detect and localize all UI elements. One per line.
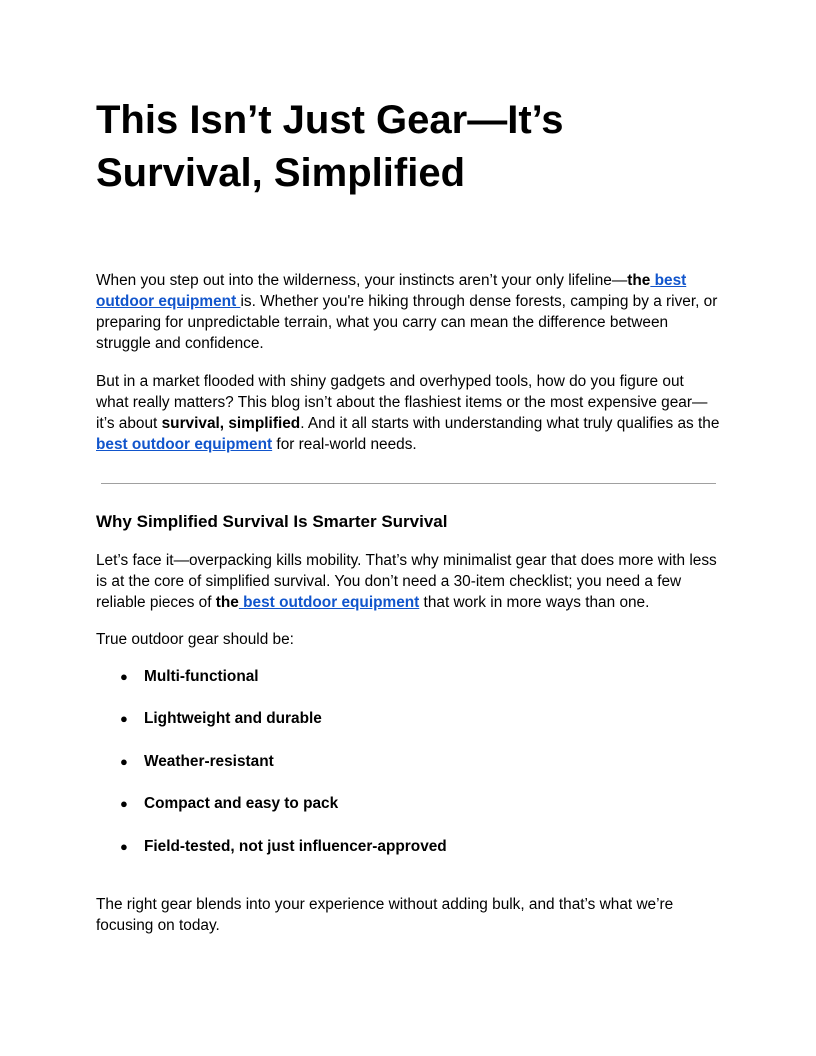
section-text-1: Let’s face it—overpacking kills mobility. That’s why minimalist gear that does more with less is at the core of simplified survival. You don’t need a 30-item checklist; you need a few reliable pieces of [96, 552, 717, 611]
intro2-bold: survival, simplified [161, 415, 301, 432]
intro2-text-3: for real-world needs. [272, 436, 417, 453]
section-paragraph-3: The right gear blends into your experience without adding bulk, and that’s what we’re focusing on today. [96, 896, 674, 934]
intro2-text-2: . And it all starts with understanding what truly qualifies as the [300, 415, 720, 432]
horizontal-divider [101, 483, 716, 484]
bullet-icon: ● [120, 753, 128, 769]
list-item-label: Field-tested, not just influencer-approved [144, 837, 447, 855]
intro-paragraph-1 [96, 270, 720, 354]
best-outdoor-equipment-link-3[interactable]: best outdoor equipment [238, 594, 420, 611]
bullet-icon: ● [120, 796, 128, 812]
list-item-label: Multi-functional [144, 668, 259, 685]
list-item-label: Weather-resistant [144, 752, 274, 770]
section-heading: Why Simplified Survival Is Smarter Survival [96, 512, 448, 531]
best-outdoor-equipment-link-1[interactable]: best outdoor equipment [96, 272, 687, 310]
bullet-icon: ● [120, 711, 128, 727]
page-title: This Isn’t Just Gear—It’s Survival, Simplified [96, 98, 564, 195]
section-text-2: that work in more ways than one. [419, 594, 650, 611]
bullet-icon: ● [120, 669, 128, 684]
best-outdoor-equipment-link-2[interactable]: best outdoor equipment [96, 436, 273, 453]
intro-paragraph-2 [96, 371, 720, 455]
section-paragraph-2: True outdoor gear should be: [96, 631, 294, 648]
list-item-label: Compact and easy to pack [144, 795, 339, 813]
intro-text-1: When you step out into the wilderness, your instincts aren’t your only lifeline— [96, 272, 628, 289]
section-paragraph-1 [96, 550, 720, 613]
list-item-label: Lightweight and durable [144, 710, 322, 728]
intro-text-2: is. Whether you're hiking through dense forests, camping by a river, or preparing for unpredictable terrain, what you carry can mean the difference between struggle and confidence. [96, 293, 718, 352]
intro2-text-1: But in a market flooded with shiny gadgets and overhyped tools, how do you figure out what really matters? This blog isn’t about the flashiest items or the most expensive gear—it’s about [96, 373, 708, 432]
intro-bold-the: the [627, 272, 651, 289]
section-bold-the: the [215, 594, 239, 611]
bullet-icon: ● [120, 838, 128, 854]
